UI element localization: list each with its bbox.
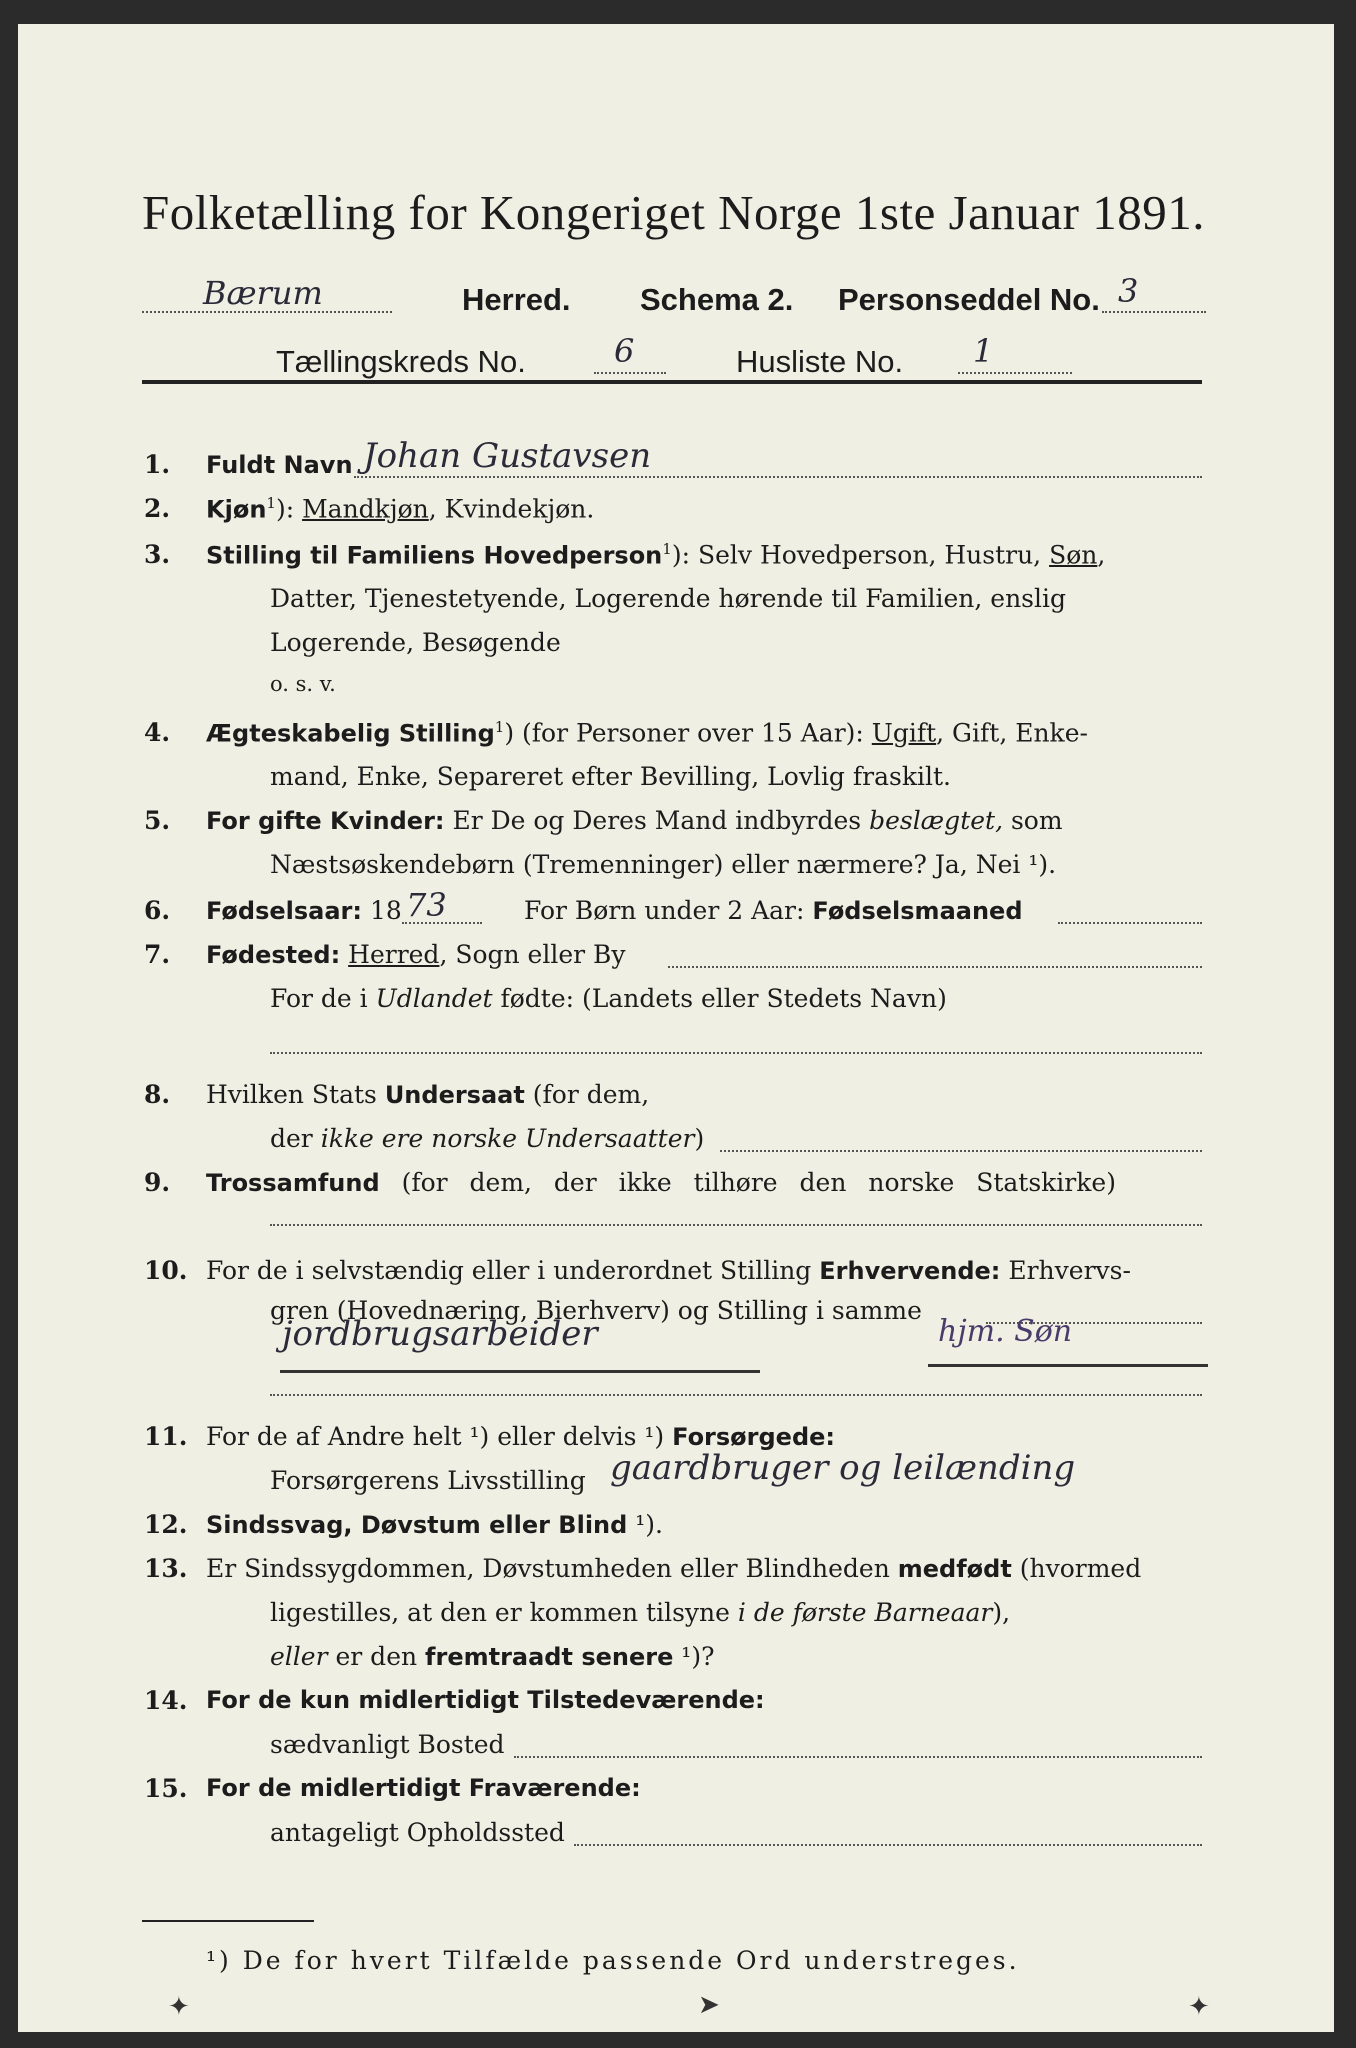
herred-label: Herred. [462, 282, 571, 317]
q8-line1 [206, 1080, 649, 1109]
q3-line1 [206, 540, 1105, 569]
personseddel-dotline [1102, 311, 1206, 313]
q10-l1b: Erhvervs- [1000, 1256, 1131, 1285]
q10-dotline2 [270, 1394, 1202, 1396]
q8-number: 8. [144, 1080, 171, 1109]
q13-l3-italic: eller [270, 1642, 328, 1671]
q9-line [206, 1168, 1116, 1197]
q4-l1-rest: ) (for Personer over 15 Aar): [504, 718, 872, 748]
q7-rest: , Sogn eller By [439, 940, 626, 969]
q2-line [206, 494, 594, 523]
q7-label: Fødested: [206, 941, 341, 969]
q9-label: Trossamfund [206, 1169, 380, 1197]
q2-option-kvindekjon: , Kvindekjøn. [428, 494, 595, 524]
q9-rest: (for dem, der ikke tilhøre den norske Statskirke) [379, 1168, 1116, 1197]
q8-line2 [270, 1124, 704, 1153]
q7-dotline1 [668, 966, 1202, 968]
q2-label: Kjøn [206, 495, 267, 524]
husliste-value: 1 [973, 332, 994, 370]
q2-number: 2. [144, 494, 171, 523]
schema-label: Schema 2. [640, 282, 794, 317]
q9-number: 9. [144, 1168, 171, 1197]
q6-dotline1 [402, 922, 482, 924]
q10-value-underline [280, 1370, 760, 1373]
q13-number: 13. [144, 1554, 188, 1583]
tellingskreds-value: 6 [614, 332, 635, 370]
q4-sup: 1 [494, 718, 505, 736]
husliste-label: Husliste No. [736, 344, 904, 379]
q1-number: 1. [144, 450, 171, 479]
q5-l1-end: som [1003, 806, 1063, 835]
registration-mark-left: ✦ [168, 1992, 190, 2022]
q7-dotline2 [270, 1052, 1202, 1054]
q2-rest: ): [275, 494, 303, 524]
q13-line2 [270, 1598, 1010, 1627]
q8-l2b: ) [694, 1124, 705, 1153]
q15-dotline [574, 1844, 1202, 1846]
q13-l3a: er den [327, 1642, 426, 1671]
q11-label: Forsørgede: [672, 1423, 836, 1451]
husliste-dotline [958, 372, 1072, 374]
q13-l2-italic: i de første Barneaar [737, 1598, 993, 1627]
q12-label: Sindssvag, Døvstum eller Blind [206, 1511, 628, 1539]
personseddel-label: Personseddel No. [838, 282, 1100, 317]
tellingskreds-label: Tællingskreds No. [276, 344, 526, 379]
q3-sup: 1 [662, 540, 672, 558]
q8-l2a: der [270, 1124, 321, 1153]
q12-number: 12. [144, 1510, 188, 1539]
q5-l1-italic: beslægtet, [869, 806, 1004, 835]
q5-l1-rest: Er De og Deres Mand indbyrdes [444, 806, 870, 835]
q3-option-son: Søn [1049, 540, 1098, 570]
q7-number: 7. [144, 940, 171, 969]
q13-label: medfødt [897, 1555, 1012, 1583]
herred-value: Bærum [203, 274, 323, 312]
q10-l1a: For de i selvstændig eller i underordnet Stilling [206, 1256, 820, 1285]
q6-prefix: 18 [362, 896, 402, 925]
q4-number: 4. [144, 718, 171, 747]
q10-value2-underline [928, 1364, 1208, 1367]
q5-number: 5. [144, 806, 171, 835]
q6-label2: Fødselsmaaned [812, 897, 1023, 925]
q6-label: Fødselsaar: [206, 897, 362, 925]
q10-label: Erhvervende: [819, 1257, 1001, 1285]
q13-line1 [206, 1554, 1141, 1583]
q13-l1b: (hvormed [1011, 1554, 1142, 1583]
q11-line2: Forsørgerens Livsstilling [270, 1466, 586, 1495]
q13-l3c: ¹)? [673, 1642, 715, 1671]
q4-l1-end: , Gift, Enke- [936, 718, 1088, 748]
q13-l1a: Er Sindssygdommen, Døvstumheden eller Blindheden [206, 1554, 898, 1583]
q10-line2: gren (Hovednæring, Bierhverv) og Stilling i samme [270, 1296, 922, 1325]
q9-dotline [270, 1224, 1202, 1226]
q15-line2: antageligt Opholdssted [270, 1818, 565, 1847]
q8-l2-italic: ikke ere norske Undersaatter [320, 1124, 695, 1153]
q4-label: Ægteskabelig Stilling [206, 719, 495, 748]
footnote: ¹) De for hvert Tilfælde passende Ord understreges. [206, 1946, 1020, 1975]
q11-l1a: For de af Andre helt ¹) eller delvis ¹) [206, 1422, 673, 1451]
q13-l2b: ), [992, 1598, 1011, 1627]
q10-value-position: hjm. Søn [938, 1314, 1073, 1349]
q2-option-mandkjon: Mandkjøn [302, 494, 429, 524]
q2-sup: 1 [266, 494, 276, 512]
tellingskreds-dotline [594, 372, 666, 374]
form-title: Folketælling for Kongeriget Norge 1ste Januar 1891. [142, 185, 1205, 240]
q13-l2a: ligestilles, at den er kommen tilsyne [270, 1598, 738, 1627]
q8-label: Undersaat [384, 1081, 525, 1109]
q6-number: 6. [144, 896, 171, 925]
q14-label: For de kun midlertidigt Tilstedeværende: [206, 1686, 765, 1714]
q3-label: Stilling til Familiens Hovedperson [206, 541, 663, 570]
q6-dotline2 [1058, 922, 1202, 924]
q14-dotline [514, 1756, 1202, 1758]
q8-l1b: (for dem, [524, 1080, 650, 1109]
q3-l1-rest: ): Selv Hovedperson, Hustru, [671, 540, 1050, 570]
q4-line1 [206, 718, 1088, 747]
q5-line2: Næstsøskendebørn (Tremenninger) eller nærmere? Ja, Nei ¹). [270, 850, 1057, 879]
q8-l1a: Hvilken Stats [206, 1080, 385, 1109]
q11-number: 11. [144, 1422, 188, 1451]
q10-number: 10. [144, 1256, 188, 1285]
q12-line [206, 1510, 663, 1539]
q5-line1 [206, 806, 1063, 835]
q11-line1 [206, 1422, 835, 1451]
q6-line [206, 896, 402, 925]
header-rule [142, 380, 1202, 384]
q7-option-herred: Herred [348, 940, 440, 969]
q6-rest: For Børn under 2 Aar: [524, 896, 813, 925]
registration-mark-right: ✦ [1188, 1992, 1210, 2022]
q15-number: 15. [144, 1774, 188, 1803]
q7-l2a: For de i [270, 984, 376, 1013]
q7-line2 [270, 984, 947, 1013]
q10-line1 [206, 1256, 1131, 1285]
q7-line1 [206, 940, 626, 969]
q7-l2-italic: Udlandet [375, 984, 493, 1013]
personseddel-value: 3 [1118, 272, 1139, 310]
q10-value-occupation: jordbrugsarbeider [282, 1314, 598, 1354]
q14-number: 14. [144, 1686, 188, 1715]
q1-value: Johan Gustavsen [363, 436, 652, 476]
q3-line4: o. s. v. [270, 672, 336, 696]
q13-l3-bold: fremtraadt senere [425, 1643, 674, 1671]
q13-line3 [270, 1642, 715, 1671]
q3-line3: Logerende, Besøgende [270, 628, 561, 657]
q4-line2: mand, Enke, Separeret efter Bevilling, Lovlig fraskilt. [270, 762, 951, 791]
q6-value: 73 [406, 886, 447, 924]
q4-option-ugift: Ugift [871, 718, 937, 748]
q3-line2: Datter, Tjenestetyende, Logerende hørende til Familien, enslig [270, 584, 1067, 613]
q5-label: For gifte Kvinder: [206, 807, 445, 835]
q6-line-b [524, 896, 1023, 925]
q12-rest: ¹). [627, 1510, 663, 1539]
census-form-page [18, 24, 1334, 2032]
q15-label: For de midlertidigt Fraværende: [206, 1774, 641, 1802]
q14-line2: sædvanligt Bosted [270, 1730, 505, 1759]
q8-dotline [720, 1150, 1202, 1152]
q1-dotline [354, 476, 1202, 478]
q7-l2b: fødte: (Landets eller Stedets Navn) [492, 984, 947, 1013]
q11-value: gaardbruger og leilænding [610, 1448, 1076, 1488]
footnote-rule [142, 1920, 314, 1922]
q1-label: Fuldt Navn [206, 451, 353, 479]
q3-number: 3. [144, 540, 171, 569]
q3-l1-end: , [1097, 540, 1106, 570]
registration-mark-center: ➤ [698, 1990, 720, 2020]
